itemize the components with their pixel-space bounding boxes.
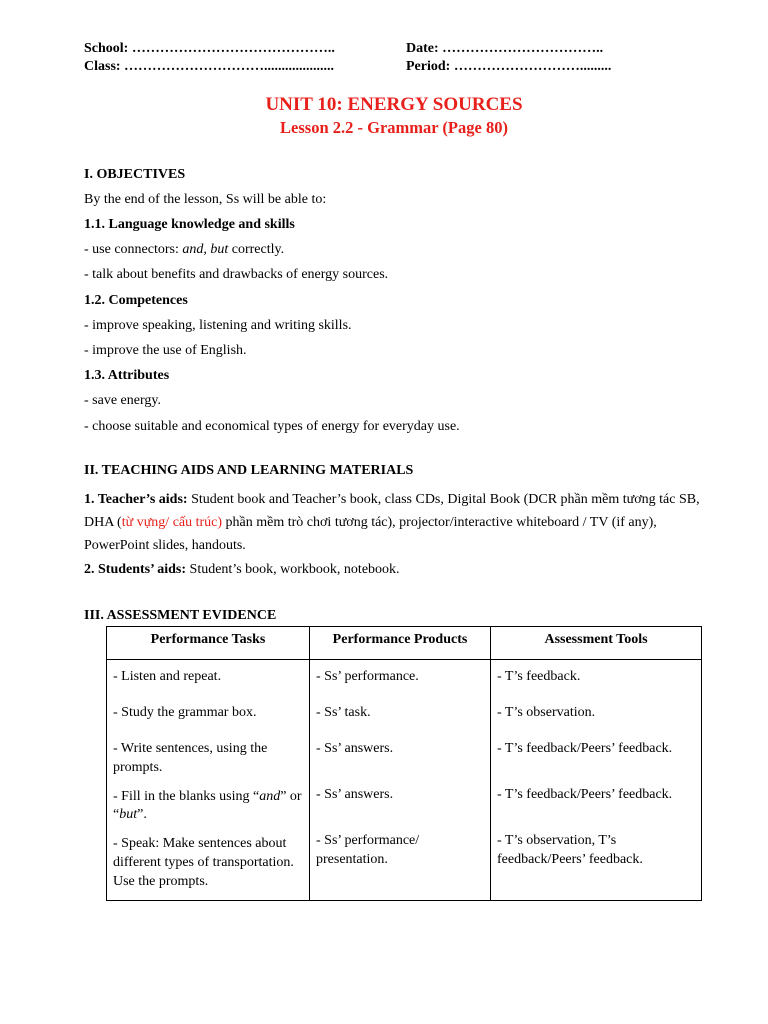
class-field: Class: ………………………….................... [84,59,335,74]
lesson-subtitle: Lesson 2.2 - Grammar (Page 80) [280,117,508,137]
task-item [113,788,303,826]
competence-item-2: - improve the use of English. [84,342,247,358]
tools-cell [491,659,702,900]
language-item-1-italic: and, but [182,242,229,258]
assessment-table [106,626,702,901]
task-4-post: ”. [137,807,147,823]
task-4-mid: ” or “ [113,788,302,823]
task-item: - Listen and repeat. [113,668,222,684]
task-4-and: and [259,788,281,804]
attribute-item-1: - save energy. [84,393,161,409]
competences-heading: 1.2. Competences [84,292,188,308]
language-heading: 1.1. Language knowledge and skills [84,217,295,233]
task-item: - Speak: Make sentences about different types of transportation. Use the prompts. [113,836,294,890]
column-header-tools: Assessment Tools [491,627,702,660]
competence-item-1: - improve speaking, listening and writing skills. [84,317,352,333]
lesson-plan-page [84,40,704,901]
products-cell [310,659,491,900]
tool-item: - T’s observation. [497,704,596,720]
task-item: - Study the grammar box. [113,704,257,720]
assessment-heading: III. ASSESSMENT EVIDENCE [84,607,277,623]
tool-item: - T’s feedback/Peers’ feedback. [497,740,673,756]
attribute-item-2: - choose suitable and economical types of energy for everyday use. [84,418,460,434]
product-item: - Ss’ performance/ presentation. [316,832,420,867]
aids-heading: II. TEACHING AIDS AND LEARNING MATERIALS [84,462,414,478]
product-item: - Ss’ answers. [316,740,394,756]
objectives-heading: I. OBJECTIVES [84,166,186,182]
teacher-aids-text-1: Student book and Teacher’s book, class CDs, Digital Book (DCR phần mềm tương tác SB, DHA ( [84,491,700,530]
student-aids-text: Student’s book, workbook, notebook. [186,562,400,578]
teacher-aids-text-2: phần mềm trò chơi tương tác), projector/interactive whiteboard / TV (if any), PowerPoint slides, handouts. [84,514,657,554]
tool-item: - T’s feedback/Peers’ feedback. [497,786,673,802]
task-4-pre: - Fill in the blanks using “ [113,788,260,804]
tool-item: - T’s feedback. [497,668,581,684]
header-row-2 [84,58,704,76]
tasks-cell [107,659,310,900]
language-item-1-post: correctly. [228,242,285,258]
column-header-products: Performance Products [310,627,491,660]
period-field: Period: ………………………......... [406,59,612,74]
teacher-aids [84,488,704,557]
school-field: School: …………………………………….. [84,41,335,56]
unit-title: UNIT 10: ENERGY SOURCES [265,94,523,115]
attributes-heading: 1.3. Attributes [84,368,170,384]
language-item-1-pre: - use connectors: [84,242,183,258]
tool-item: - T’s observation, T’s feedback/Peers’ feedback. [497,832,643,867]
student-aids [84,559,704,581]
objectives-intro: By the end of the lesson, Ss will be able to: [84,191,327,207]
task-item: - Write sentences, using the prompts. [113,740,268,775]
product-item: - Ss’ performance. [316,668,419,684]
date-field: Date: …………………………….. [406,41,604,56]
table-row [107,659,702,900]
table-header-row [107,627,702,660]
header-row-1 [84,40,704,58]
language-item-1 [84,241,704,259]
teacher-aids-label: 1. Teacher’s aids: [84,491,188,507]
product-item: - Ss’ answers. [316,786,394,802]
language-item-2: - talk about benefits and drawbacks of energy sources. [84,267,389,283]
product-item: - Ss’ task. [316,704,371,720]
task-4-but: but [119,807,138,823]
student-aids-label: 2. Students’ aids: [84,562,187,578]
teacher-aids-text-red: từ vựng/ cấu trúc) [121,514,223,530]
column-header-tasks: Performance Tasks [107,627,310,660]
